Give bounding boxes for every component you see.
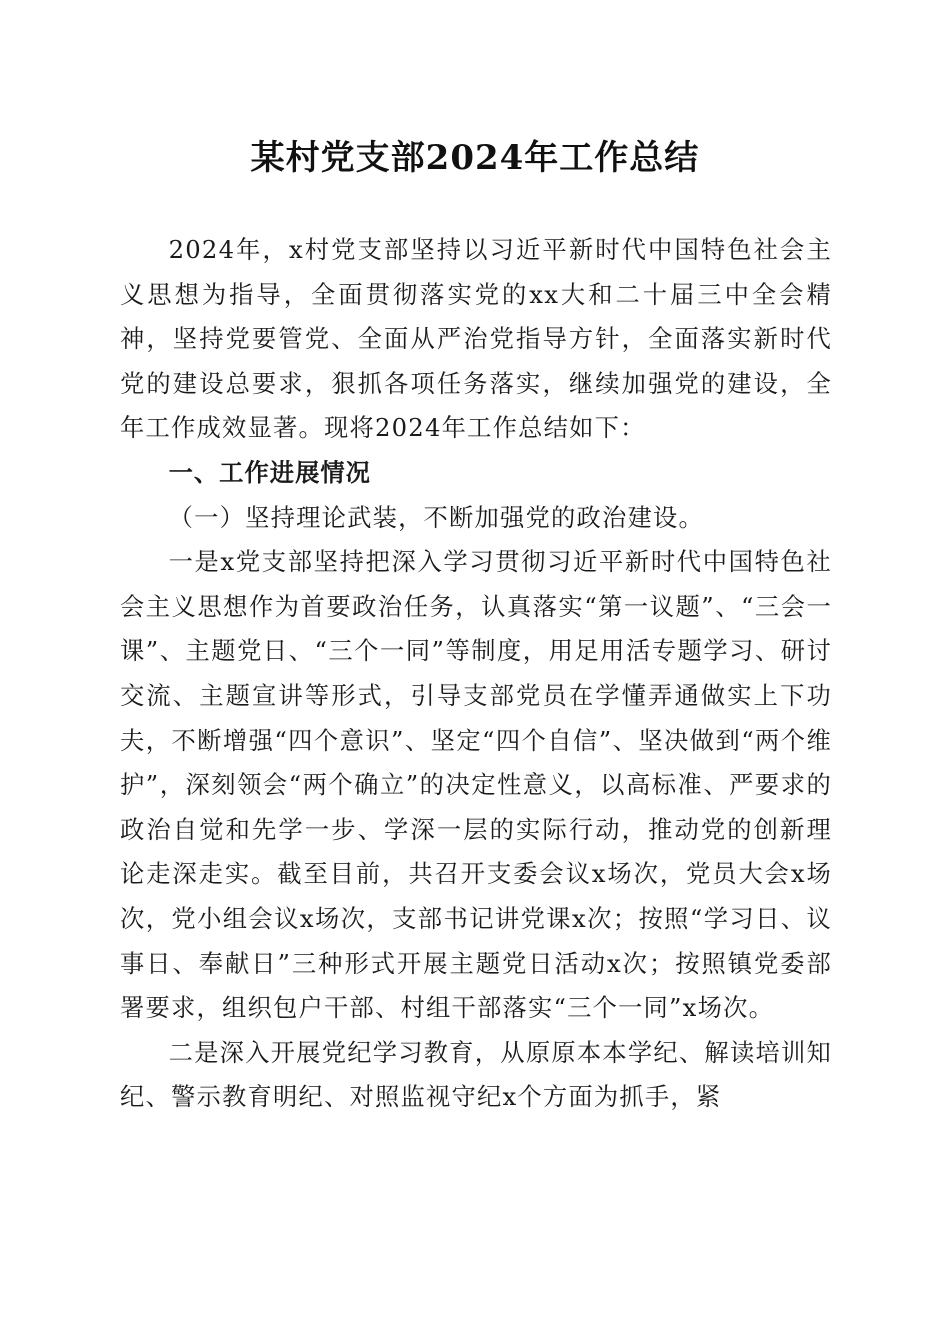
document-title: 某村党支部2024年工作总结 — [250, 138, 700, 178]
body-paragraph-2: 二是深入开展党纪学习教育，从原原本本学纪、解读培训知纪、警示教育明纪、对照监视守纪x个方面为抓手，紧 — [120, 1037, 832, 1112]
document-body — [120, 228, 832, 1120]
subsection-heading-1: （一）坚持理论武装，不断加强党的政治建设。 — [168, 502, 705, 532]
intro-paragraph: 2024年，x村党支部坚持以习近平新时代中国特色社会主义思想为指导，全面贯彻落实党的xx大和二十届三中全会精神，坚持党要管党、全面从严治党指导方针，全面落实新时代党的建设总要求，狠抓各项任务落实，继续加强党的建设，全年工作成效显著。现将2024年工作总结如下： — [120, 235, 832, 443]
body-paragraph-1: 一是x党支部坚持把深入学习贯彻习近平新时代中国特色社会主义思想作为首要政治任务，认真落实“第一议题”、“三会一课”、主题党日、“三个一同”等制度，用足用活专题学习、研讨交流、主题宣讲等形式，引导支部党员在学懂弄通做实上下功夫，不断增强“四个意识”、坚定“四个自信”、坚决做到“两个维护”，深刻领会“两个确立”的决定性意义，以高标准、严要求的政治自觉和先学一步、学深一层的实际行动，推动党的创新理论走深走实。截至目前，共召开支委会议x场次，党员大会x场次，党小组会议x场次，支部书记讲党课x次；按照“学习日、议事日、奉献日”三种形式开展主题党日活动x次；按照镇党委部署要求，组织包户干部、村组干部落实“三个一同”x场次。 — [120, 547, 832, 1023]
section-heading-1: 一、工作进展情况 — [168, 457, 371, 487]
